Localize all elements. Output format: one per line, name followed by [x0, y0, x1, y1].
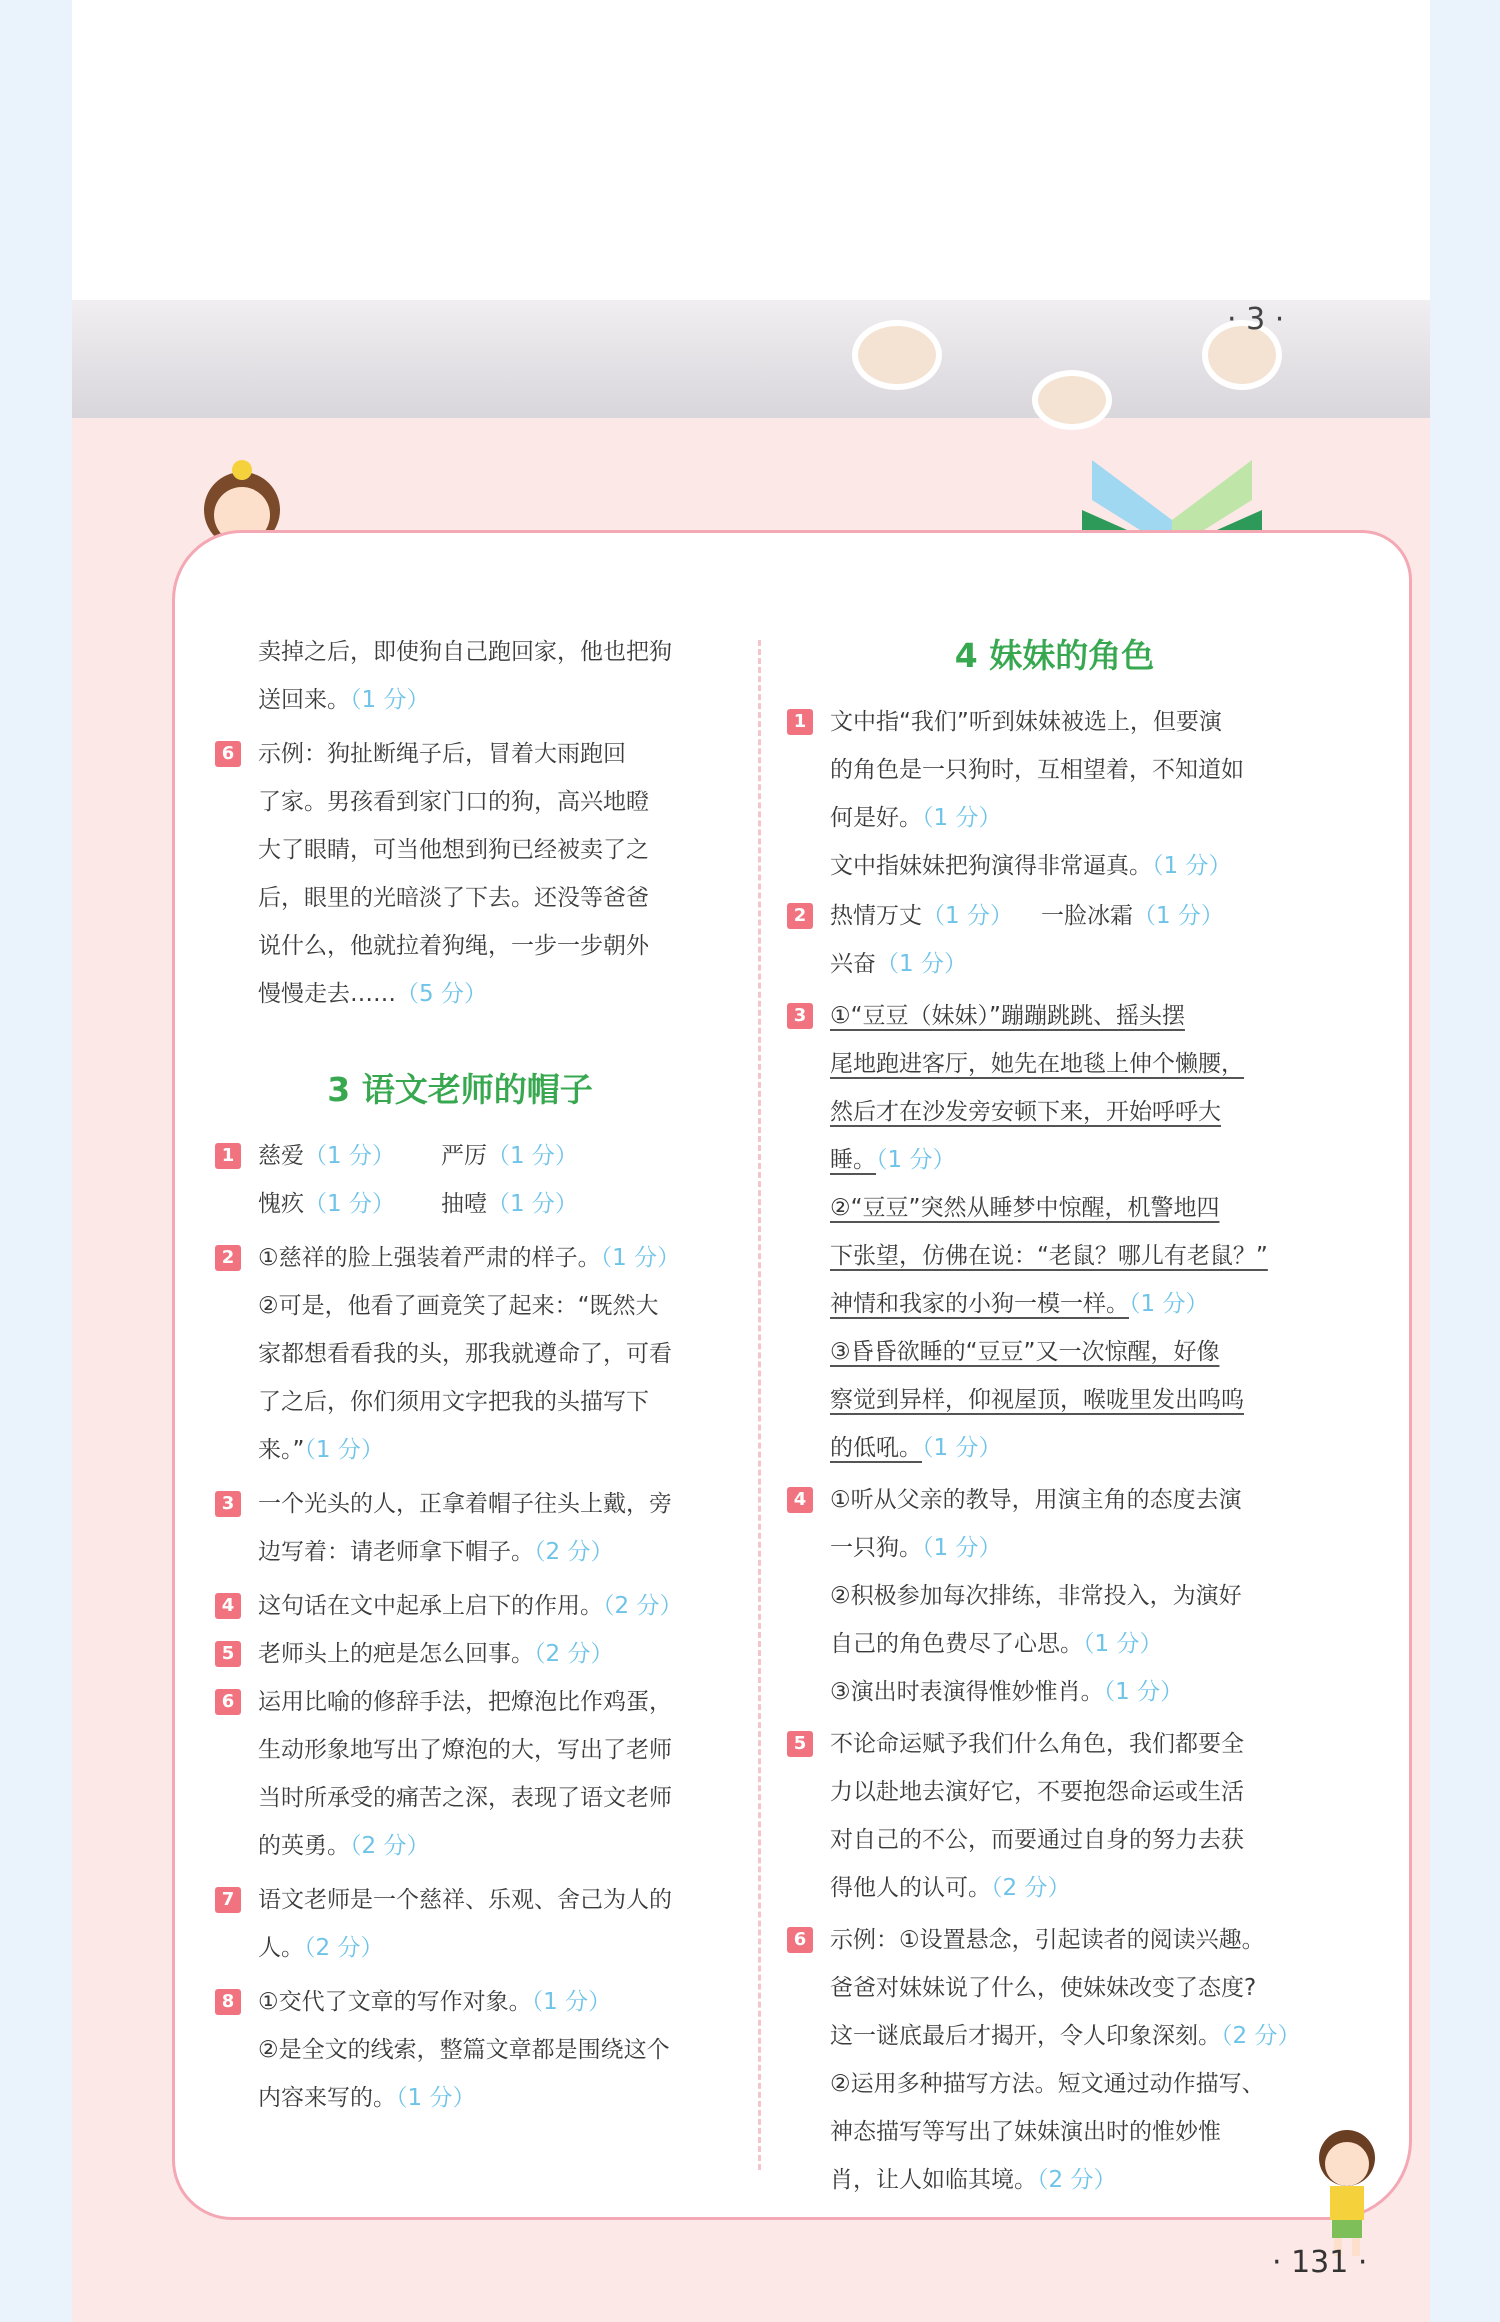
answer-item: 4 ①听从父亲的教导，用演主角的态度去演	[787, 1476, 1322, 1524]
answer-line: 后，眼里的光暗淡了下去。还没等爸爸	[258, 885, 649, 911]
plate-illustration	[852, 320, 942, 390]
answer-item: 5 不论命运赋予我们什么角色，我们都要全	[787, 1720, 1322, 1768]
answer-item: 4 这句话在文中起承上启下的作用。（2 分）	[215, 1582, 705, 1630]
chapter-number: · 3 ·	[1227, 302, 1285, 337]
answer-line: 得他人的认可。（2 分）	[830, 1875, 1071, 1901]
answer-line: ②“豆豆”突然从睡梦中惊醒，机警地四	[830, 1195, 1220, 1221]
page-number: · 131 ·	[1272, 2245, 1368, 2280]
left-column	[215, 628, 705, 2122]
section-title: 4 妹妹的角色	[954, 636, 1155, 675]
answer-line: 神情和我家的小狗一模一样。（1 分）	[830, 1291, 1209, 1317]
answer-line: 大了眼睛，可当他想到狗已经被卖了之	[258, 837, 649, 863]
answer-line: 的角色是一只狗时，互相望着，不知道如	[830, 757, 1244, 783]
answer-line: 内容来写的。（1 分）	[258, 2085, 476, 2111]
answer-line: 了家。男孩看到家门口的狗，高兴地瞪	[258, 789, 649, 815]
answer-line: 尾地跑进客厅，她先在地毯上伸个懒腰，	[830, 1051, 1244, 1077]
answer-item: 2 热情万丈（1 分） 一脸冰霜（1 分）	[787, 892, 1322, 940]
answer-line: ②运用多种描写方法。短文通过动作描写、	[830, 2071, 1265, 2097]
answer-item: 1 文中指“我们”听到妹妹被选上，但要演	[787, 698, 1322, 746]
boy-illustration	[1302, 2120, 1392, 2260]
answer-item: 8 ①交代了文章的写作对象。（1 分）	[215, 1978, 705, 2026]
answer-item: 2 ①慈祥的脸上强装着严肃的样子。（1 分）	[215, 1234, 705, 1282]
answer-line: 对自己的不公，而要通过自身的努力去获	[830, 1827, 1244, 1853]
answer-line: 生动形象地写出了燎泡的大，写出了老师	[258, 1737, 672, 1763]
previous-page-blank	[72, 0, 1430, 300]
answer-item: 6 运用比喻的修辞手法，把燎泡比作鸡蛋，	[215, 1678, 705, 1726]
answer-line: ③演出时表演得惟妙惟肖。（1 分）	[830, 1679, 1184, 1705]
answer-line: 的英勇。（2 分）	[258, 1833, 430, 1859]
answer-line: ②是全文的线索，整篇文章都是围绕这个	[258, 2037, 670, 2063]
answer-line: 文中指妹妹把狗演得非常逼真。（1 分）	[830, 853, 1232, 879]
answer-line: 肖，让人如临其境。（2 分）	[830, 2167, 1117, 2193]
answer-line: 家都想看看我的头，那我就遵命了，可看	[258, 1341, 672, 1367]
answer-line: 卖掉之后，即使狗自己跑回家，他也把狗	[258, 639, 672, 665]
answer-line: 何是好。（1 分）	[830, 805, 1002, 831]
answer-line: 愧疚（1 分） 抽噎（1 分）	[258, 1191, 578, 1217]
answer-line: 力以赴地去演好它，不要抱怨命运或生活	[830, 1779, 1244, 1805]
answer-line: 当时所承受的痛苦之深，表现了语文老师	[258, 1785, 672, 1811]
right-column	[787, 626, 1322, 2204]
answer-line: 睡。（1 分）	[830, 1147, 956, 1173]
answer-item: 5 老师头上的疤是怎么回事。（2 分）	[215, 1630, 705, 1678]
answer-item: 7 语文老师是一个慈祥、乐观、舍己为人的	[215, 1876, 705, 1924]
answer-line: 神态描写等写出了妹妹演出时的惟妙惟	[830, 2119, 1221, 2145]
answer-line: 下张望，仿佛在说：“老鼠？哪儿有老鼠？”	[830, 1243, 1268, 1269]
answer-line: 送回来。（1 分）	[258, 687, 430, 713]
answer-line: 的低吼。（1 分）	[830, 1435, 1002, 1461]
answer-item: 3 一个光头的人，正拿着帽子往头上戴，旁	[215, 1480, 705, 1528]
answer-line: 一只狗。（1 分）	[830, 1535, 1002, 1561]
answer-item: 6 示例：①设置悬念，引起读者的阅读兴趣。	[787, 1916, 1322, 1964]
answer-item: 6 示例：狗扯断绳子后，冒着大雨跑回	[215, 730, 705, 778]
answer-line: 慢慢走去……（5 分）	[258, 981, 487, 1007]
book-page	[72, 0, 1430, 2322]
answer-item: 3 ①“豆豆（妹妹）”蹦蹦跳跳、摇头摆	[787, 992, 1322, 1040]
answer-line: 爸爸对妹妹说了什么，使妹妹改变了态度?	[830, 1975, 1257, 2001]
column-divider	[758, 640, 761, 2170]
answer-line: 说什么，他就拉着狗绳，一步一步朝外	[258, 933, 649, 959]
answer-line: 人。（2 分）	[258, 1935, 384, 1961]
answer-line: 兴奋（1 分）	[830, 951, 967, 977]
answer-line: ②积极参加每次排练，非常投入，为演好	[830, 1583, 1242, 1609]
answer-line: 边写着：请老师拿下帽子。（2 分）	[258, 1539, 614, 1565]
answer-line: ②可是，他看了画竟笑了起来：“既然大	[258, 1293, 659, 1319]
answer-line: ③昏昏欲睡的“豆豆”又一次惊醒，好像	[830, 1339, 1220, 1365]
answer-line: 来。”（1 分）	[258, 1437, 384, 1463]
answer-line: 这一谜底最后才揭开，令人印象深刻。（2 分）	[830, 2023, 1301, 2049]
answer-line: 自己的角色费尽了心思。（1 分）	[830, 1631, 1163, 1657]
plate-illustration	[1032, 370, 1112, 430]
answer-line: 然后才在沙发旁安顿下来，开始呼呼大	[830, 1099, 1221, 1125]
answer-item: 1 慈爱（1 分） 严厉（1 分）	[215, 1132, 705, 1180]
answer-line: 了之后，你们须用文字把我的头描写下	[258, 1389, 649, 1415]
answer-line: 察觉到异样，仰视屋顶，喉咙里发出呜呜	[830, 1387, 1244, 1413]
section-title: 3 语文老师的帽子	[327, 1070, 593, 1109]
